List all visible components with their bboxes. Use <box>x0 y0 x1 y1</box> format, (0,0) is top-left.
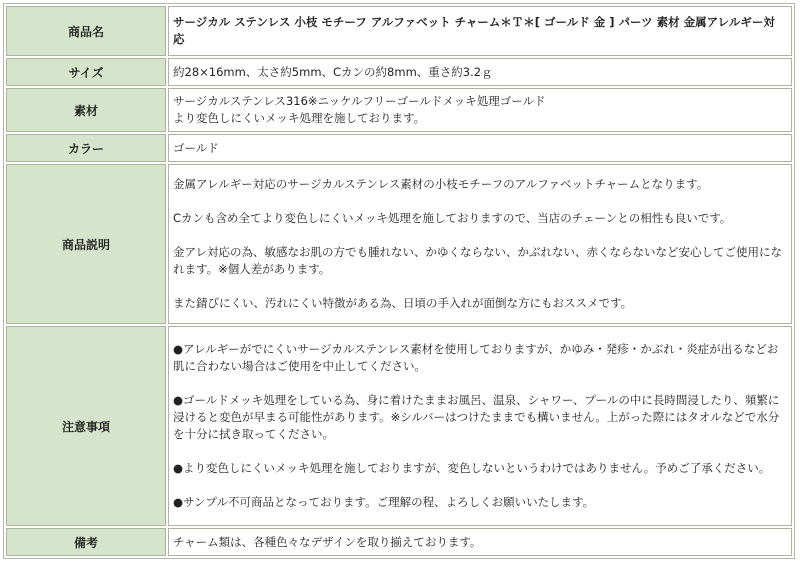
value-color: ゴールド <box>168 134 792 162</box>
label-product-name: 商品名 <box>6 6 166 56</box>
caution-1-line-2: 肌に合わない場合はご使用を中止してください。 <box>173 359 426 373</box>
row-description <box>6 164 792 324</box>
description-paragraph-2: Cカンも含め全てより変色しにくいメッキ処理を施しておりますので、当店のチェーンとの相性も良いです。 <box>173 211 732 225</box>
row-size <box>6 58 792 86</box>
value-material <box>168 88 792 132</box>
row-color <box>6 134 792 162</box>
caution-4: ●サンプル不可商品となっております。ご理解の程、よろしくお願いいたします。 <box>173 495 595 509</box>
label-size: サイズ <box>6 58 166 86</box>
value-product-name <box>168 6 792 56</box>
value-remarks: チャーム類は、各種色々なデザインを取り揃えております。 <box>168 528 792 556</box>
label-cautions: 注意事項 <box>6 326 166 526</box>
row-remarks <box>6 528 792 556</box>
caution-2-line-3: を十分に拭き取ってください。 <box>173 427 334 441</box>
caution-1-line-1: ●アレルギーがでにくいサージカルステンレス素材を使用しておりますが、かゆみ・発疹・かぶれ・炎症が出るなどお <box>173 342 779 356</box>
description-paragraph-3-line-2: れます。※個人差があります。 <box>173 262 331 276</box>
value-description <box>168 164 792 324</box>
value-cautions <box>168 326 792 526</box>
row-product-name <box>6 6 792 56</box>
caution-3: ●より変色しにくいメッキ処理を施しておりますが、変色しないというわけではありません。予めご了承ください。 <box>173 461 771 475</box>
row-cautions <box>6 326 792 526</box>
description-paragraph-1: 金属アレルギー対応のサージカルステンレス素材の小枝モチーフのアルファベットチャームとなります。 <box>173 177 709 191</box>
material-line-1: サージカルステンレス316※ニッケルフリーゴールドメッキ処理ゴールド <box>173 94 546 108</box>
description-paragraph-4: また錆びにくい、汚れにくい特徴がある為、日頃の手入れが面倒な方にもおススメです。 <box>173 296 633 310</box>
caution-2-line-1: ●ゴールドメッキ処理をしている為、身に着けたままお風呂、温泉、シャワー、プールの中に長時間浸したり、頻繁に <box>173 393 780 407</box>
product-name-line-1: サージカル ステンレス 小枝 モチーフ アルファベット チャーム＊Ｔ＊[ ゴールド 金 ] パーツ 素材 金属アレルギー対 <box>173 15 775 29</box>
product-name-line-2: 応 <box>173 32 185 46</box>
label-color: カラー <box>6 134 166 162</box>
label-material: 素材 <box>6 88 166 132</box>
product-spec-table <box>3 3 795 559</box>
value-size: 約28×16mm、太さ約5mm、Cカンの約8mm、重さ約3.2ｇ <box>168 58 792 86</box>
label-remarks: 備考 <box>6 528 166 556</box>
material-line-2: より変色しにくいメッキ処理を施しております。 <box>173 111 426 125</box>
caution-2-line-2: 浸けると変色が早まる可能性があります。※シルバーはつけたままでも構いません。上がった際にはタオルなどで水分 <box>173 410 780 424</box>
label-description: 商品説明 <box>6 164 166 324</box>
row-material <box>6 88 792 132</box>
description-paragraph-3-line-1: 金アレ対応の為、敏感なお肌の方でも腫れない、かゆくならない、かぶれない、赤くならないなど安心してご使用にな <box>173 245 783 259</box>
